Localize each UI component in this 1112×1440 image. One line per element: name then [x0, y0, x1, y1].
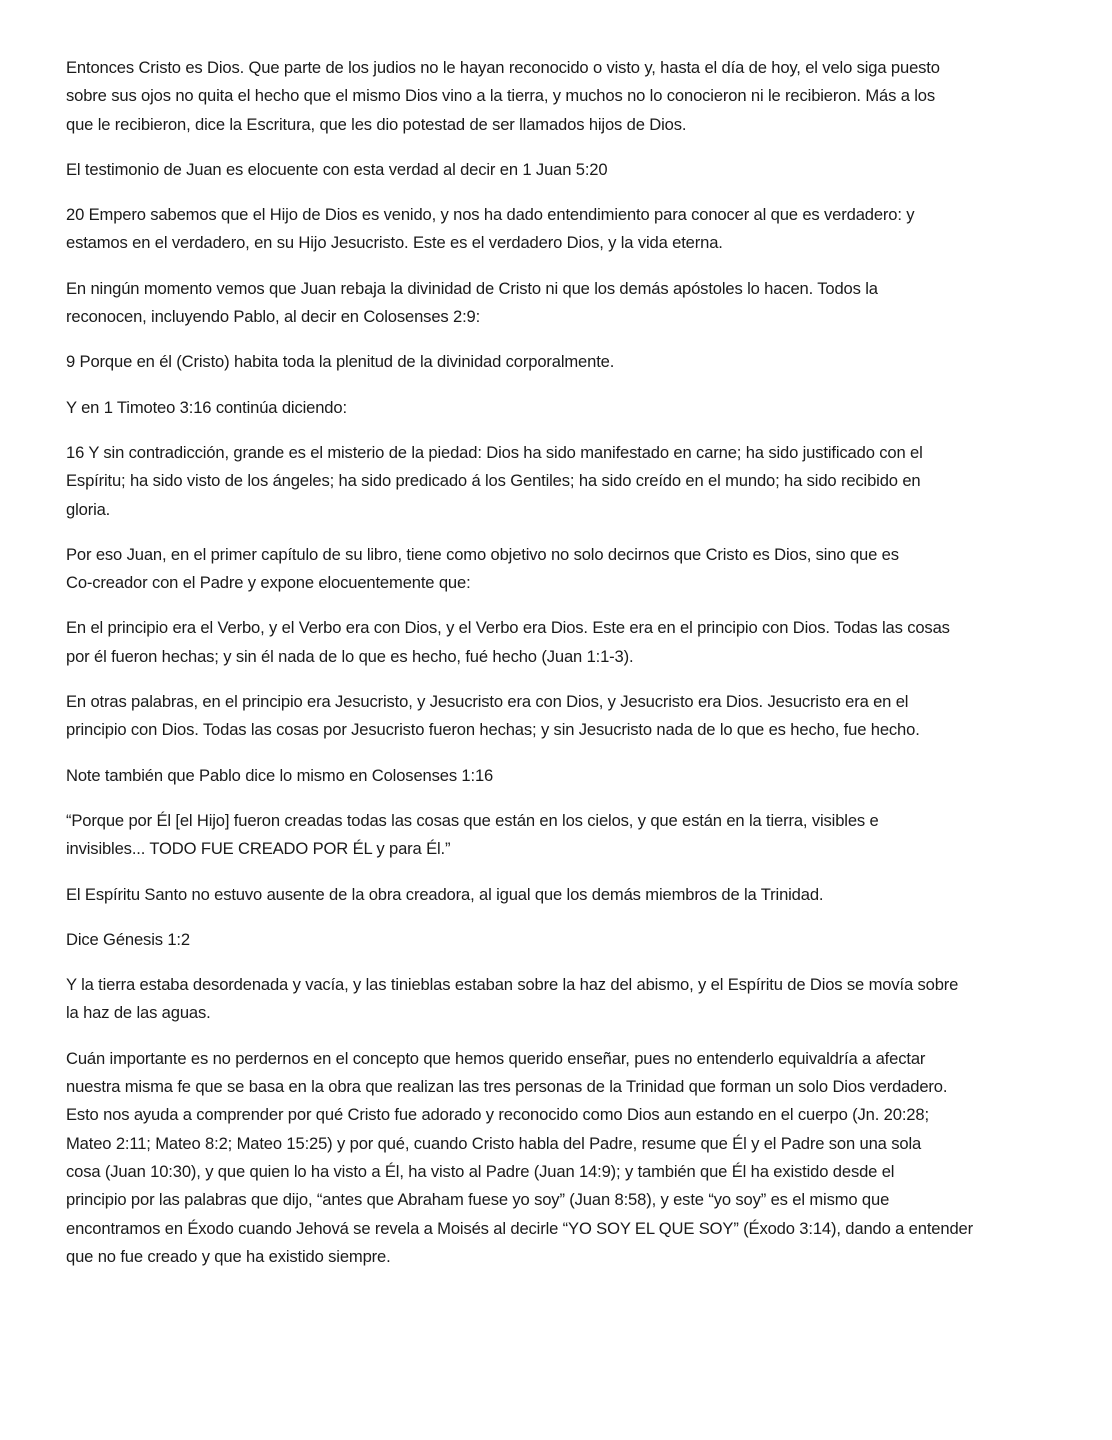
text-line: El Espíritu Santo no estuvo ausente de la obra creadora, al igual que los demás miembros de la Trinidad.: [66, 884, 824, 904]
paragraph: [66, 926, 1066, 954]
paragraph: [66, 807, 1066, 864]
text-line: principio por las palabras que dijo, “antes que Abraham fuese yo soy” (Juan 8:58), y este “yo soy” es el mismo que: [66, 1190, 890, 1210]
text-line: Espíritu; ha sido visto de los ángeles; ha sido predicado á los Gentiles; ha sido creído en el mundo; ha sido recibido en: [66, 471, 921, 491]
text-line: que no fue creado y que ha existido siempre.: [66, 1246, 391, 1266]
text-line: 9 Porque en él (Cristo) habita toda la plenitud de la divinidad corporalmente.: [66, 352, 615, 372]
paragraph: [66, 275, 1066, 332]
text-line: por él fueron hechas; y sin él nada de lo que es hecho, fué hecho (Juan 1:1-3).: [66, 646, 634, 666]
text-line: invisibles... TODO FUE CREADO POR ÉL y para Él.”: [66, 839, 451, 859]
text-line: Cuán importante es no perdernos en el concepto que hemos querido enseñar, pues no entenderlo equivaldría a afectar: [66, 1048, 926, 1068]
text-line: Mateo 2:11; Mateo 8:2; Mateo 15:25) y por qué, cuando Cristo habla del Padre, resume que Él y el Padre son una sola: [66, 1133, 922, 1153]
text-line: Dice Génesis 1:2: [66, 929, 190, 949]
paragraph: [66, 1045, 1066, 1271]
text-line: Entonces Cristo es Dios. Que parte de los judios no le hayan reconocido o visto y, hasta el día de hoy, el velo siga puesto: [66, 58, 940, 77]
text-line: En otras palabras, en el principio era Jesucristo, y Jesucristo era con Dios, y Jesucristo era Dios. Jesucristo era en el: [66, 692, 909, 712]
text-line: Por eso Juan, en el primer capítulo de su libro, tiene como objetivo no solo decirnos que Cristo es Dios, sino que es: [66, 544, 899, 564]
paragraph: [66, 614, 1066, 671]
text-line: reconocen, incluyendo Pablo, al decir en Colosenses 2:9:: [66, 307, 481, 327]
text-line: 20 Empero sabemos que el Hijo de Dios es venido, y nos ha dado entendimiento para conocer al que es verdadero: y: [66, 205, 915, 225]
text-line: que le recibieron, dice la Escritura, que les dio potestad de ser llamados hijos de Dios.: [66, 114, 687, 134]
paragraph: [66, 201, 1066, 258]
paragraph: [66, 762, 1066, 790]
text-line: En el principio era el Verbo, y el Verbo era con Dios, y el Verbo era Dios. Este era en el principio con Dios. Todas las cosas: [66, 618, 950, 638]
text-line: Note también que Pablo dice lo mismo en Colosenses 1:16: [66, 765, 494, 785]
text-line: 16 Y sin contradicción, grande es el misterio de la piedad: Dios ha sido manifestado en carne; ha sido justificado con el: [66, 442, 923, 462]
text-line: sobre sus ojos no quita el hecho que el mismo Dios vino a la tierra, y muchos no lo conocieron ni le recibieron. Más a los: [66, 86, 935, 106]
paragraph: [66, 881, 1066, 909]
text-line: El testimonio de Juan es elocuente con esta verdad al decir en 1 Juan 5:20: [66, 159, 608, 179]
paragraph: [66, 348, 1066, 376]
text-line: Y la tierra estaba desordenada y vacía, y las tinieblas estaban sobre la haz del abismo, y el Espíritu de Dios se movía sobre: [66, 975, 959, 995]
paragraph: [66, 971, 1066, 1028]
paragraph: [66, 688, 1066, 745]
paragraph: [66, 439, 1066, 524]
text-line: principio con Dios. Todas las cosas por Jesucristo fueron hechas; y sin Jesucristo nada de lo que es hecho, fue hecho.: [66, 720, 920, 740]
paragraph: [66, 156, 1066, 184]
text-line: estamos en el verdadero, en su Hijo Jesucristo. Este es el verdadero Dios, y la vida eterna.: [66, 233, 723, 253]
text-line: Y en 1 Timoteo 3:16 continúa diciendo:: [66, 397, 347, 417]
text-line: cosa (Juan 10:30), y que quien lo ha visto a Él, ha visto al Padre (Juan 14:9); y también que Él ha existido desde el: [66, 1161, 895, 1181]
paragraph: [66, 54, 1066, 139]
document-page: [66, 54, 1066, 1288]
text-line: gloria.: [66, 499, 111, 519]
paragraph: [66, 394, 1066, 422]
text-line: Esto nos ayuda a comprender por qué Cristo fue adorado y reconocido como Dios aun estando en el cuerpo (Jn. 20:28;: [66, 1105, 929, 1125]
text-line: la haz de las aguas.: [66, 1003, 211, 1023]
text-line: “Porque por Él [el Hijo] fueron creadas todas las cosas que están en los cielos, y que están en la tierra, visibles e: [66, 810, 879, 830]
text-line: nuestra misma fe que se basa en la obra que realizan las tres personas de la Trinidad que forman un solo Dios verdadero.: [66, 1077, 948, 1097]
text-line: En ningún momento vemos que Juan rebaja la divinidad de Cristo ni que los demás apóstoles lo hacen. Todos la: [66, 278, 878, 298]
text-line: Co-creador con el Padre y expone elocuentemente que:: [66, 573, 471, 593]
text-line: encontramos en Éxodo cuando Jehová se revela a Moisés al decirle “YO SOY EL QUE SOY” (Éxodo 3:14), dando a entender: [66, 1218, 973, 1238]
paragraph: [66, 541, 1066, 598]
